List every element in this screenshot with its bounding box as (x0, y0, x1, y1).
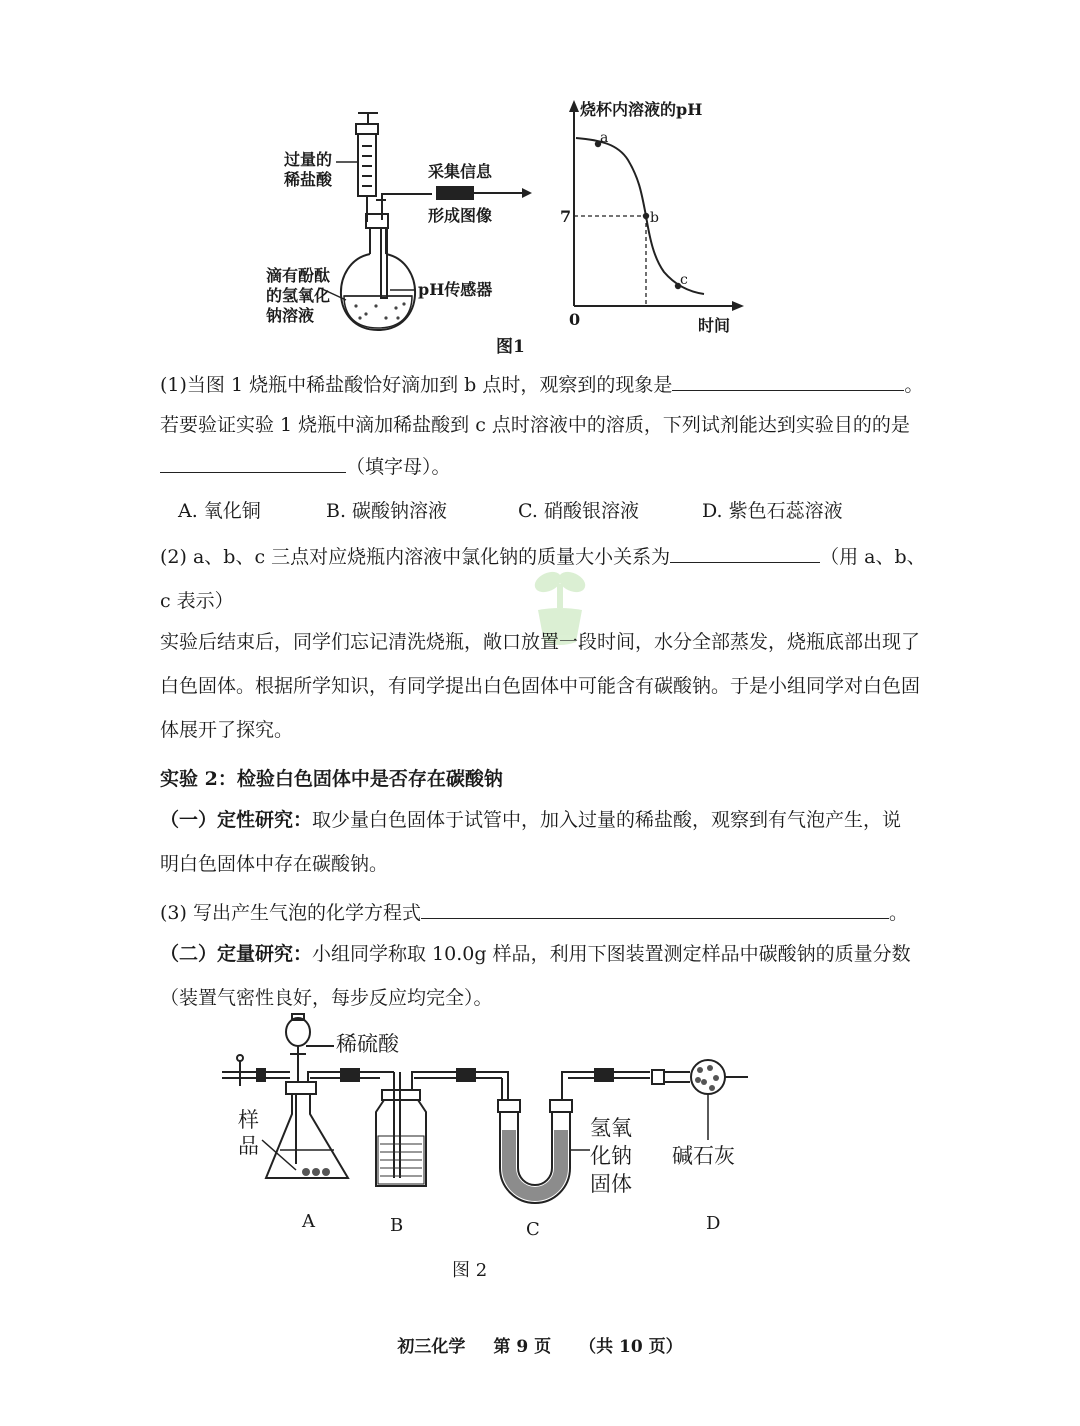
apparatus-letter-c: C (526, 1219, 540, 1240)
exp2-title: 实验 2：检验白色固体中是否存在碳酸钠 (160, 768, 503, 790)
apparatus-letter-d: D (706, 1213, 721, 1234)
origin-label: 0 (569, 310, 581, 329)
apparatus-letter-b: B (390, 1215, 404, 1236)
q1-line2: 若要验证实验 1 烧瓶中滴加稀盐酸到 c 点时溶液中的溶质，下列试剂能达到实验目的的是 (160, 414, 910, 436)
y-tick-7: 7 (560, 207, 572, 226)
point-c-label: c (680, 272, 688, 288)
q1-line1-text: (1)当图 1 烧瓶中稀盐酸恰好滴加到 b 点时，观察到的现象是 (160, 374, 673, 396)
flask-label-2: 的氢氧化 (266, 286, 331, 305)
chart-ylabel: 烧杯内溶液的pH (580, 100, 703, 119)
syringe-label-2: 稀盐酸 (284, 170, 333, 189)
q1-line1-end: 。 (904, 374, 924, 396)
experiment-paragraph: 实验后结束后，同学们忘记清洗烧瓶，敞口放置一段时间，水分全部蒸发，烧瓶底部出现了白色固体。根据所学知识，有同学提出白色固体中可能含有碳酸钠。于是小组同学对白色固体展开了探究。 (160, 631, 921, 741)
q2-line2: c 表示） (160, 590, 234, 612)
page-footer (0, 1332, 1080, 1357)
syringe-label-1: 过量的 (284, 150, 333, 169)
q3-text: (3) 写出产生气泡的化学方程式 (160, 902, 421, 924)
sample-label-2: 品 (238, 1134, 259, 1158)
naoh-label-1: 氢氧 (590, 1116, 632, 1140)
chart-xlabel: 时间 (698, 316, 731, 335)
qual-heading: （一）定性研究： (160, 809, 313, 831)
acid-label: 稀硫酸 (336, 1032, 399, 1056)
arrow-label-bottom: 形成图像 (428, 206, 493, 225)
footer-subject: 初三化学 (397, 1337, 466, 1357)
figure2-caption: 图 2 (452, 1260, 488, 1281)
footer-total: （共 10 页） (579, 1337, 683, 1357)
apparatus-letter-a: A (302, 1211, 315, 1232)
q2-line1-text: (2) a、b、c 三点对应烧瓶内溶液中氯化钠的质量大小关系为 (160, 546, 671, 568)
point-a-label: a (600, 130, 609, 146)
figure1-caption: 图1 (496, 337, 525, 357)
qual-text: 取少量白色固体于试管中，加入过量的稀盐酸，观察到有气泡产生，说明白色固体中存在碳酸钠。 (160, 809, 902, 875)
footer-page: 第 9 页 (493, 1337, 552, 1357)
naoh-label-2: 化钠 (590, 1144, 632, 1168)
option-d[interactable]: D. 紫色石蕊溶液 (702, 500, 843, 522)
quant-text: 小组同学称取 10.0g 样品，利用下图装置测定样品中碳酸钠的质量分数（装置气密性良好，每步反应均完全）。 (160, 943, 911, 1009)
q1-line3-end: （填字母）。 (346, 456, 451, 478)
naoh-label-3: 固体 (590, 1172, 632, 1196)
arrow-label-top: 采集信息 (428, 162, 493, 181)
quant-heading: （二）定量研究： (160, 943, 313, 965)
point-b-label: b (650, 210, 659, 226)
option-b[interactable]: B. 碳酸钠溶液 (326, 500, 448, 522)
sensor-label: pH传感器 (418, 280, 493, 299)
q2-line1-end: （用 a、b、 (820, 546, 926, 568)
option-c[interactable]: C. 硝酸银溶液 (518, 500, 639, 522)
flask-label-1: 滴有酚酞 (266, 266, 331, 285)
option-a[interactable]: A. 氧化铜 (178, 500, 261, 522)
sample-label-1: 样 (238, 1108, 259, 1132)
q3-end: 。 (888, 902, 908, 924)
lime-label: 碱石灰 (672, 1144, 735, 1168)
flask-label-3: 钠溶液 (266, 306, 315, 325)
